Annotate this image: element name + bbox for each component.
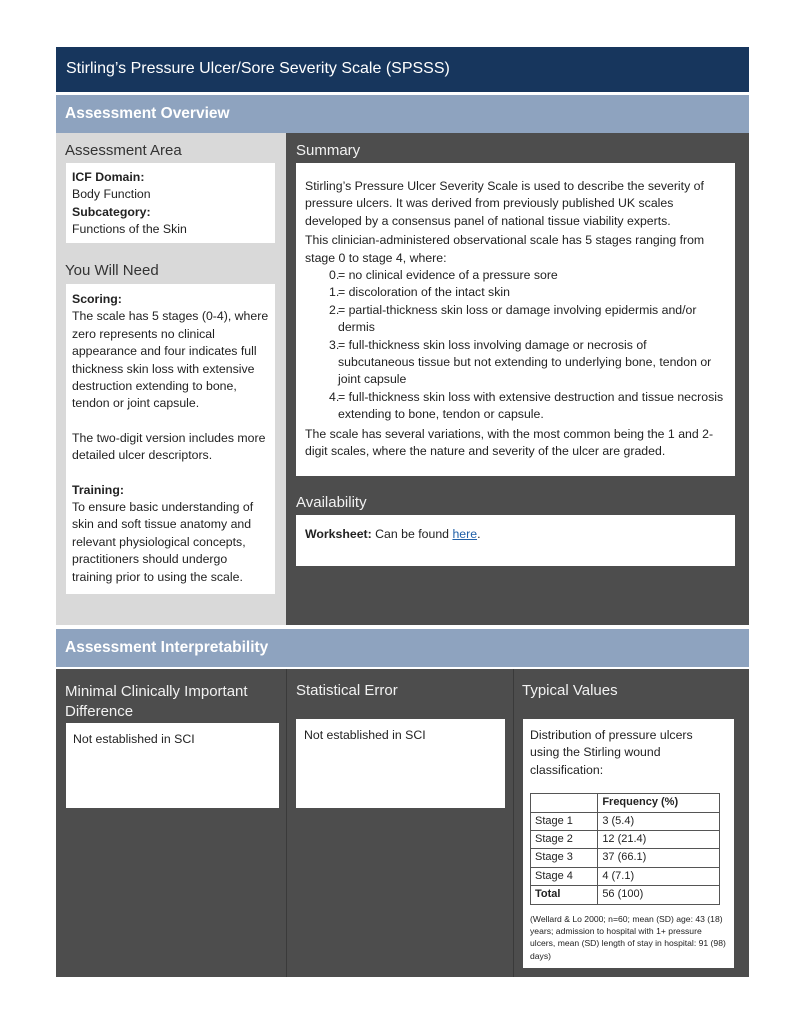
table-header-cell (531, 794, 598, 812)
mcid-heading: Minimal Clinically Important Difference (65, 683, 248, 720)
table-total-row (531, 886, 720, 904)
stat-error-box (296, 719, 505, 808)
summary-paragraph-2: This clinician-administered observational scale has 5 stages ranging from stage 0 to stage 4, where: (305, 233, 705, 265)
typical-values-intro: Distribution of pressure ulcers using the Stirling wound classification: (530, 728, 693, 777)
stage-number: 4. (329, 389, 340, 404)
table-cell: Stage 3 (531, 849, 598, 867)
table-cell: Total (531, 886, 598, 904)
stage-description: = discoloration of the intact skin (338, 285, 510, 300)
stage-description: = partial-thickness skin loss or damage involving epidermis and/or dermis (338, 302, 697, 335)
table-cell: Stage 2 (531, 831, 598, 849)
training-label: Training: (72, 482, 124, 497)
page-title: Stirling’s Pressure Ulcer/Sore Severity Scale (SPSSS) (56, 47, 749, 92)
summary-paragraph-1: Stirling’s Pressure Ulcer Severity Scale is used to describe the severity of pressure ulcers. It was derived from previously published UK scales developed by a consensus panel of national tissue viability experts. (305, 179, 704, 228)
typical-values-box (523, 719, 734, 968)
typical-values-heading: Typical Values (522, 682, 618, 699)
worksheet-label: Worksheet: (305, 527, 372, 541)
training-text: To ensure basic understanding of skin and soft tissue anatomy and relevant physiological concepts, practitioners should undergo training prior to using the scale. (72, 500, 254, 584)
stat-error-column (286, 669, 513, 977)
table-row (531, 812, 720, 830)
availability-box (296, 515, 735, 566)
you-will-need-heading: You Will Need (65, 262, 159, 279)
table-row (531, 831, 720, 849)
stage-number: 2. (329, 302, 340, 317)
icf-domain-value: Body Function (72, 187, 151, 202)
you-will-need-box (66, 284, 275, 594)
table-row (531, 849, 720, 867)
table-header-cell: Frequency (%) (598, 794, 720, 812)
worksheet-period: . (477, 527, 481, 541)
availability-heading: Availability (296, 494, 367, 511)
worksheet-text: Can be found (371, 527, 453, 541)
stage-description: = full-thickness skin loss involving damage or necrosis of subcutaneous tissue but not extending to underlying bone, tendon or joint capsule (338, 337, 712, 387)
table-cell: 56 (100) (598, 886, 720, 904)
icf-domain-label: ICF Domain: (72, 170, 145, 184)
stage-description: = full-thickness skin loss with extensive destruction and tissue necrosis extending to bone, tendon or capsule. (338, 389, 724, 422)
worksheet-link[interactable]: here (452, 527, 478, 541)
stage-item (305, 267, 726, 284)
stage-number: 1. (329, 285, 340, 300)
assessment-area-heading: Assessment Area (65, 142, 182, 159)
scoring-label: Scoring: (72, 292, 122, 306)
table-header-row (531, 794, 720, 812)
table-cell: 3 (5.4) (598, 812, 720, 830)
stage-number: 3. (329, 337, 340, 352)
frequency-table (530, 793, 720, 904)
stage-item (305, 284, 726, 301)
section-heading-overview: Assessment Overview (56, 95, 749, 133)
scoring-text: The scale has 5 stages (0-4), where zero represents no clinical appearance and four indicates full thickness skin loss with extensive destruction extending to bone, tendon or joint capsule. (72, 309, 269, 411)
stat-error-text: Not established in SCI (304, 728, 426, 742)
table-cell: 37 (66.1) (598, 849, 720, 867)
stat-error-heading: Statistical Error (296, 682, 398, 699)
stage-number: 0. (329, 268, 340, 283)
table-row (531, 867, 720, 885)
stage-item (305, 337, 726, 389)
mcid-box (66, 723, 279, 808)
table-cell: Stage 4 (531, 867, 598, 885)
table-cell: 4 (7.1) (598, 867, 720, 885)
stage-item (305, 302, 726, 337)
subcategory-value: Functions of the Skin (72, 222, 187, 237)
summary-box (296, 163, 735, 476)
mcid-text: Not established in SCI (73, 732, 195, 746)
section-heading-interpretability: Assessment Interpretability (56, 629, 749, 667)
stage-item (305, 389, 726, 424)
table-cell: 12 (21.4) (598, 831, 720, 849)
two-digit-text: The two-digit version includes more detailed ulcer descriptors. (72, 430, 266, 463)
stage-description: = no clinical evidence of a pressure sore (338, 268, 558, 283)
summary-paragraph-3: The scale has several variations, with the most common being the 1 and 2-digit scales, where the nature and severity of the ulcer are graded. (305, 426, 714, 459)
assessment-area-box (66, 163, 275, 243)
stage-list (305, 267, 726, 424)
table-cell: Stage 1 (531, 812, 598, 830)
subcategory-label: Subcategory: (72, 204, 151, 219)
summary-heading: Summary (296, 142, 361, 159)
typical-values-note: (Wellard & Lo 2000; n=60; mean (SD) age: 43 (18) years; admission to hospital with 1+ pressure ulcers, mean (SD) length of stay in hospital: 91 (98) days) (530, 913, 726, 961)
